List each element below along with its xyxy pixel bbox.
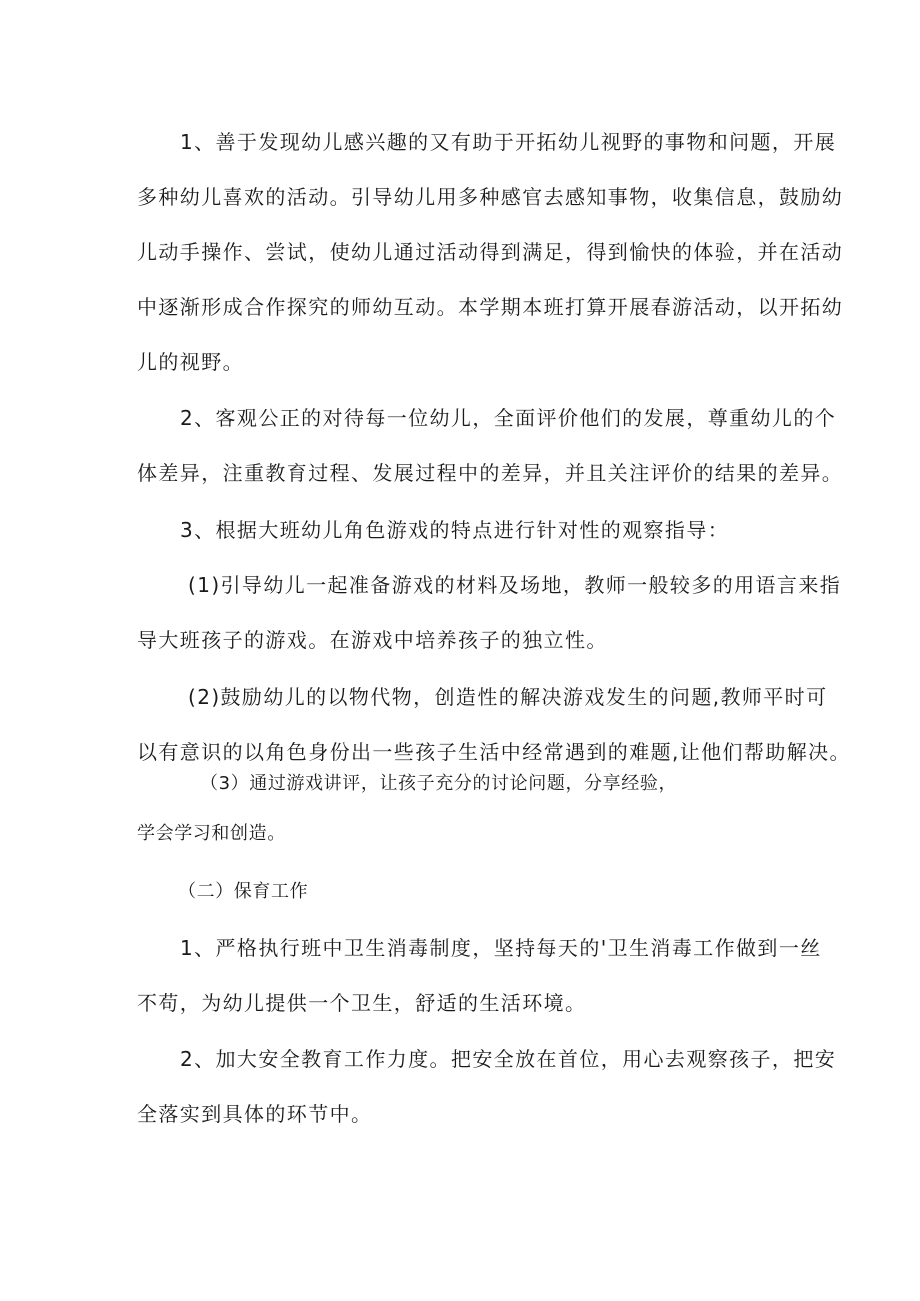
sub-item-2-line-2: 以有意识的以角色身份出一些孩子生活中经常遇到的难题,让他们帮助解决。 (137, 740, 851, 764)
paragraph-1-line-3: 儿动手操作、尝试，使幼儿通过活动得到满足，得到愉快的体验，并在活动 (137, 240, 844, 264)
paragraph-5-line-1: 2、加大安全教育工作力度。把安全放在首位，用心去观察孩子，把安 (180, 1047, 837, 1071)
paragraph-2-line-2: 体差异，注重教育过程、发展过程中的差异，并且关注评价的结果的差异。 (137, 461, 844, 485)
paragraph-1-line-1: 1、善于发现幼儿感兴趣的又有助于开拓幼儿视野的事物和问题，开展 (180, 130, 837, 154)
paragraph-1-line-4: 中逐渐形成合作探究的师幼互动。本学期本班打算开展春游活动，以开拓幼 (137, 295, 844, 319)
paragraph-4-line-1: 1、严格执行班中卫生消毒制度，坚持每天的'卫生消毒工作做到一丝 (180, 936, 822, 960)
paragraph-2-line-1: 2、客观公正的对待每一位幼儿，全面评价他们的发展，尊重幼儿的个 (180, 406, 837, 430)
paragraph-4-line-2: 不苟，为幼儿提供一个卫生，舒适的生活环境。 (137, 991, 587, 1015)
sub-item-3-line-1: （3）通过游戏讲评，让孩子充分的讨论问题，分享经验， (200, 773, 678, 794)
paragraph-1-line-5: 儿的视野。 (137, 350, 244, 374)
sub-item-1-line-2: 导大班孩子的游戏。在游戏中培养孩子的独立性。 (137, 628, 608, 652)
paragraph-5-line-2: 全落实到具体的环节中。 (137, 1102, 373, 1126)
paragraph-3-line-1: 3、根据大班幼儿角色游戏的特点进行针对性的观察指导： (180, 518, 730, 542)
sub-item-3-line-2: 学会学习和创造。 (137, 823, 286, 844)
sub-item-2-line-1: (2)鼓励幼儿的以物代物，创造性的解决游戏发生的问题,教师平时可 (188, 685, 828, 709)
paragraph-1-line-2: 多种幼儿喜欢的活动。引导幼儿用多种感官去感知事物，收集信息，鼓励幼 (137, 185, 844, 209)
sub-item-1-line-1: (1)引导幼儿一起准备游戏的材料及场地，教师一般较多的用语言来指 (188, 573, 842, 597)
section-heading-childcare: （二）保育工作 (178, 881, 309, 902)
